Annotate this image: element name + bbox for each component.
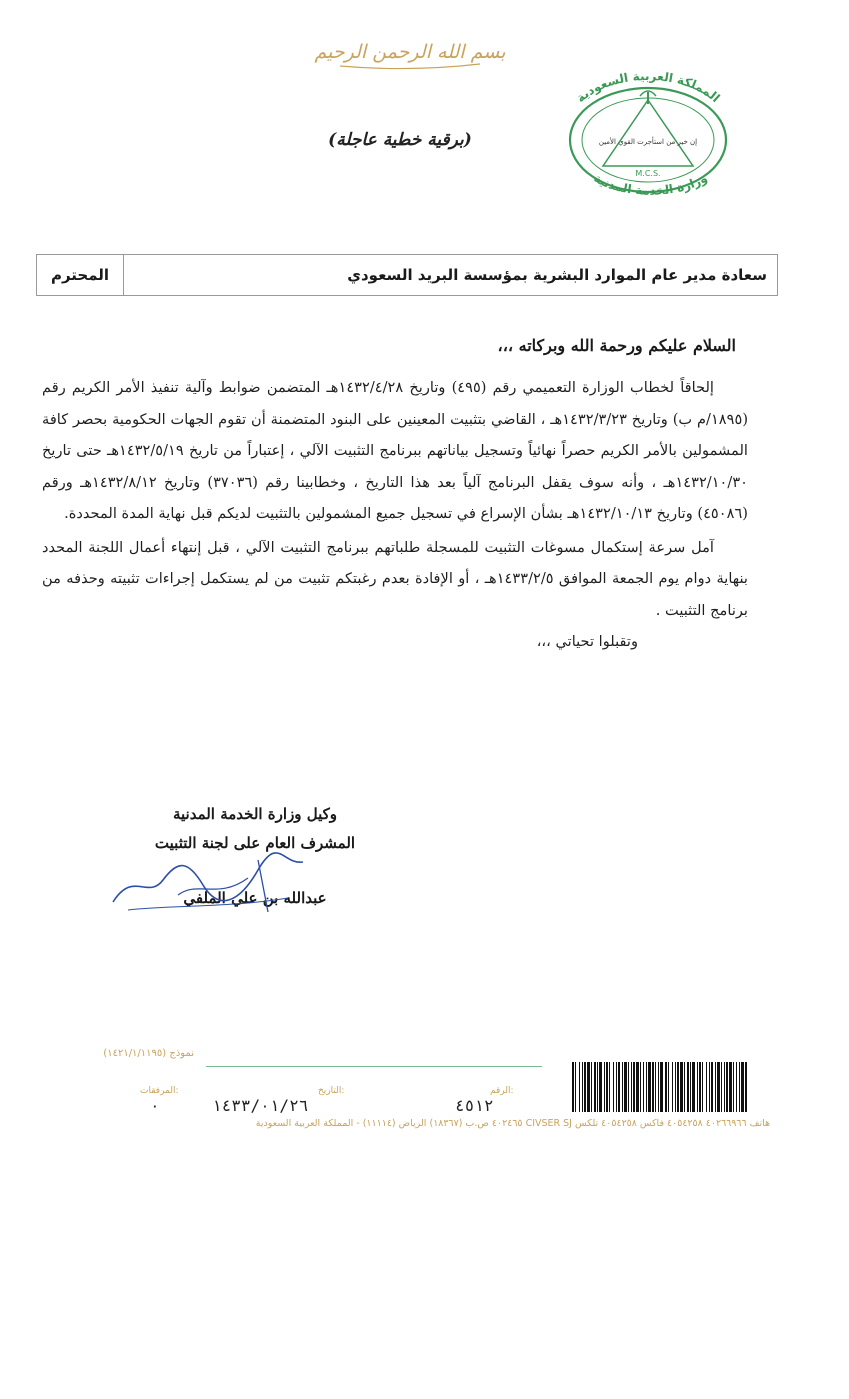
letter-paragraph: إلحاقاً لخطاب الوزارة التعميمي رقم (٤٩٥) وتاريخ ١٤٣٢/٤/٢٨هـ المتضمن ضوابط وآلية تنفيذ الأمر الكريم رقم (١٨٩٥/م ب) وتاريخ ١٤٣٢/٣/٢٣هـ ، القاضي بتثبيت المعينين على البنود المتضمنة أن تقوم الجهات الحكومية بحصر كافة المشمولين بالأمر الكريم حصراً نهائياً وتسجيل بياناتهم ببرنامج التثبيت الآلي ، إعتباراً من تاريخ ١٤٣٢/٥/١٩هـ حتى تاريخ ١٤٣٢/١٠/٣٠هـ ، وأنه سوف يقفل البرنامج آلياً بعد هذا التاريخ ، وخطابينا رقم (٣٧٠٣٦) وتاريخ ١٤٣٢/٨/١٢هـ ورقم (٤٥٠٨٦) وتاريخ ١٤٣٢/١٠/١٣هـ بشأن الإسراع في تسجيل جميع المشمولين بالتثبيت لديكم قبل نهاية المدة المحددة. <box>42 379 749 522</box>
footer-divider <box>206 1066 542 1067</box>
signatory-name: عبدالله بن علي الملفي <box>183 889 327 907</box>
svg-text:M.C.S.: M.C.S. <box>635 169 661 178</box>
number-label: الرقم: <box>490 1086 514 1096</box>
letter-greeting: السلام عليكم ورحمة الله وبركاته ،،، <box>497 336 736 355</box>
barcode <box>570 1060 752 1114</box>
handwritten-signature <box>108 850 308 920</box>
number-value: ٤٥١٢ <box>455 1096 494 1115</box>
basmala-calligraphy <box>314 28 506 74</box>
contact-info: هاتف ٤٠٢٦٦٩٦٦ ٤٠٥٤٢٥٨ فاكس ٤٠٥٤٢٥٨ تلكس CIVSER SJ ٤٠٢٤٦٥ ص.ب (١٨٣٦٧) الرياض (١١١١٤) - المملكة العربية السعودية <box>255 1118 770 1129</box>
letter-body <box>42 372 748 658</box>
svg-text:بسم الله الرحمن الرحيم: بسم الله الرحمن الرحيم <box>314 41 506 63</box>
letter-closing: وتقبلوا تحياتي ،،، <box>536 633 638 650</box>
date-value: ١٤٣٣/٠١/٢٦ <box>212 1096 309 1115</box>
signatory-role: المشرف العام على لجنة التثبيت <box>154 834 356 852</box>
letter-paragraph: آمل سرعة إستكمال مسوغات التثبيت للمسجلة طلباتهم ببرنامج التثبيت الآلي ، قبل إنتهاء أعمال اللجنة المحدد بنهاية دوام يوم الجمعة الموافق ١٤٣٣/٢/٥هـ ، أو الإفادة بعدم رغبتكم تثبيت من لم يستكمل إجراءات تثبيته وحذفه من برنامج التثبيت . <box>42 538 748 619</box>
svg-text:إن خير من استأجرت القوي الأمين: إن خير من استأجرت القوي الأمين <box>598 138 698 146</box>
recipient-honorific: المحترم <box>37 255 124 295</box>
attachments-label: المرفقات: <box>140 1086 179 1096</box>
recipient-name: سعادة مدير عام الموارد البشرية بمؤسسة البريد السعودي <box>347 266 767 284</box>
svg-text:المملكة العربية السعودية: المملكة العربية السعودية <box>573 70 723 106</box>
date-label: التاريخ: <box>318 1086 345 1096</box>
svg-text:وزارة الخدمة المدنية: وزارة الخدمة المدنية <box>591 170 710 198</box>
recipient-box <box>36 254 778 296</box>
signatory-position: وكيل وزارة الخدمة المدنية <box>172 805 338 823</box>
urgent-telegram-label: (برقية خطية عاجلة) <box>328 130 472 150</box>
ministry-seal-logo <box>548 70 748 200</box>
form-code: نموذج (١٤٢١/١/١١٩٥) <box>103 1048 194 1059</box>
attachments-value: ٠ <box>150 1096 160 1115</box>
